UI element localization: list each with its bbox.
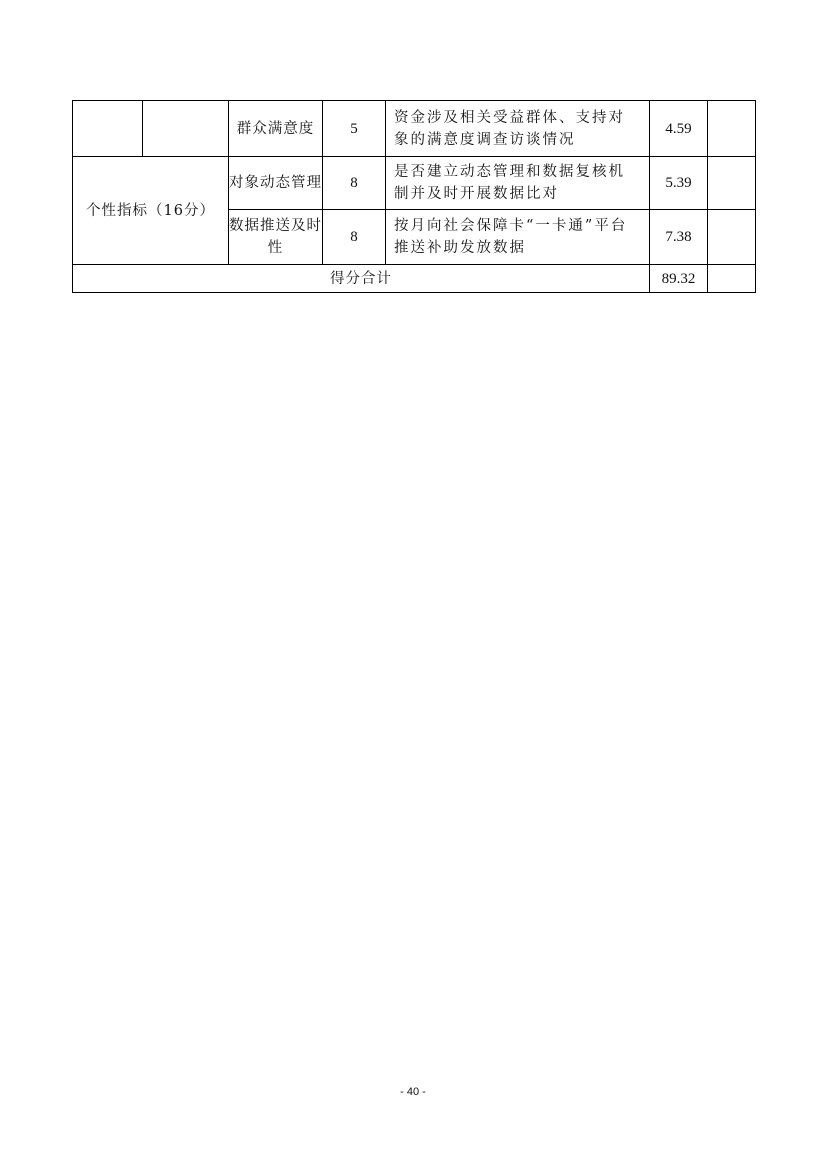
- total-row: [73, 265, 756, 293]
- score-cell: 7.38: [650, 210, 708, 265]
- note-cell: [708, 157, 756, 210]
- score-cell: 4.59: [650, 101, 708, 157]
- total-note-cell: [708, 265, 756, 293]
- weight-cell: 8: [323, 157, 386, 210]
- criteria-cell: 按月向社会保障卡“一卡通”平台推送补助发放数据: [386, 210, 650, 265]
- empty-cell: [143, 101, 229, 157]
- weight-cell: 5: [323, 101, 386, 157]
- note-cell: [708, 101, 756, 157]
- indicator-cell: 群众满意度: [229, 101, 323, 157]
- score-table: [72, 100, 756, 293]
- total-label-cell: 得分合计: [73, 265, 650, 293]
- table-row: [73, 101, 756, 157]
- note-cell: [708, 210, 756, 265]
- score-cell: 5.39: [650, 157, 708, 210]
- empty-cell: [73, 101, 143, 157]
- group-label-cell: 个性指标（16分）: [73, 157, 229, 265]
- page-number: - 40 -: [400, 1086, 426, 1098]
- indicator-cell: 数据推送及时性: [229, 210, 323, 265]
- total-score-cell: 89.32: [650, 265, 708, 293]
- indicator-cell: 对象动态管理: [229, 157, 323, 210]
- criteria-cell: 资金涉及相关受益群体、支持对象的满意度调查访谈情况: [386, 101, 650, 157]
- weight-cell: 8: [323, 210, 386, 265]
- table-row: [73, 157, 756, 210]
- criteria-cell: 是否建立动态管理和数据复核机制并及时开展数据比对: [386, 157, 650, 210]
